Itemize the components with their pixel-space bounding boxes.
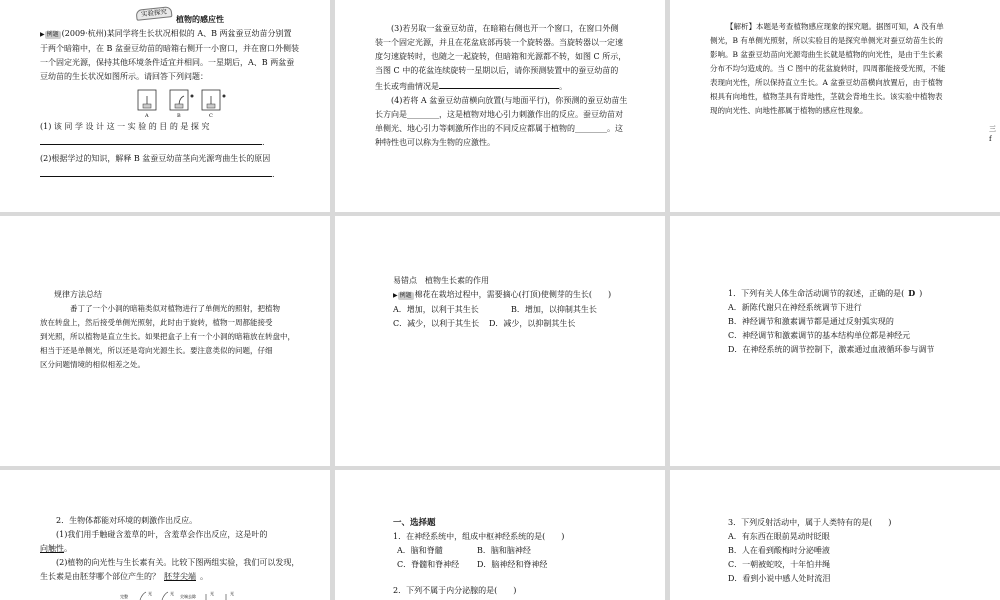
answer-blank-2[interactable] bbox=[40, 166, 272, 177]
question-line: 豆幼苗的生长状况如图所示。请回答下列问题： bbox=[40, 72, 208, 81]
slide-title: 植物的感应性 bbox=[176, 14, 224, 24]
light-label-3: 光 bbox=[210, 591, 214, 596]
question-line: (2009·杭州)某同学将生长状况相似的 A、B 两盆蚕豆幼苗分别置 bbox=[61, 29, 292, 38]
option-b[interactable]: B．增加，以抑制其生长 bbox=[511, 305, 597, 314]
option-b[interactable]: B．人在看到酸梅时分泌唾液 bbox=[728, 546, 830, 555]
ex-marker-icon: ▶ bbox=[40, 31, 45, 38]
light-b bbox=[191, 95, 194, 98]
question-body bbox=[40, 514, 310, 584]
method-body bbox=[40, 302, 302, 372]
analysis-line: 侧光，B 有单侧光照射，所以实验目的是探究单侧光对蚕豆幼苗生长的 bbox=[710, 36, 943, 45]
answer-text: 向触性 bbox=[40, 544, 64, 553]
period: . bbox=[262, 138, 265, 147]
question-text: 棉花在栽培过程中，需要摘心(打顶)使侧芽的生长( ) bbox=[414, 290, 612, 299]
question-line: (3)若另取一盆蚕豆幼苗，在暗箱右侧也开一个窗口，在窗口外侧 bbox=[391, 24, 619, 33]
light-label-1: 光 bbox=[148, 591, 152, 596]
slide-8[interactable] bbox=[335, 470, 665, 600]
slide-9[interactable] bbox=[670, 470, 1000, 600]
edge-char: 三 bbox=[989, 125, 996, 133]
period: 。 bbox=[200, 572, 208, 581]
coleoptile-figure bbox=[118, 590, 248, 600]
method-heading: 规律方法总结 bbox=[54, 290, 102, 299]
answer-text: D bbox=[908, 288, 916, 298]
light-label-4: 光 bbox=[230, 591, 234, 596]
analysis-body bbox=[710, 20, 970, 118]
section-heading: 一、选择题 bbox=[393, 518, 436, 528]
example-label: 例题 bbox=[399, 292, 412, 299]
fig-label-a: A bbox=[145, 113, 149, 118]
fig-label-tipless: 尖端去除 bbox=[180, 594, 196, 599]
answer-text: 胚芽尖端 bbox=[164, 572, 196, 581]
method-line: 番丁了一个小洞的暗箱类似对植物进行了单侧光的照射，把植物 bbox=[70, 304, 280, 313]
tag-label: 实验探究 bbox=[136, 6, 173, 21]
edge-text bbox=[989, 124, 996, 144]
option-b[interactable]: B．神经调节和激素调节都是通过反射弧实现的 bbox=[728, 317, 894, 326]
light-label-2: 光 bbox=[170, 591, 174, 596]
analysis-line: 表现向光性，所以保持直立生长。A 盆蚕豆幼苗横向放置后，由于植物 bbox=[710, 78, 943, 87]
analysis-line: 【解析】本题是考查植物感应现象的探究题。据图可知，A 没有单 bbox=[726, 22, 944, 31]
question-text: 3．下列反射活动中，属于人类特有的是( ) bbox=[728, 518, 892, 527]
option-c[interactable]: C．神经调节和激素调节的基本结构单位都是神经元 bbox=[728, 331, 911, 340]
question-line: (1)我们用手触碰含羞草的叶，含羞草会作出反应，这是叶的 bbox=[56, 530, 268, 539]
method-line: 区分问题情境的相似相差之处。 bbox=[40, 360, 145, 369]
analysis-line: 影响。B 盆蚕豆幼苗向光源弯曲生长就是植物的向光性，是由于生长素 bbox=[710, 50, 943, 59]
error-point-heading: 易错点 植物生长素的作用 bbox=[393, 276, 489, 285]
question-line: 度匀速旋转时，也随之一起旋转，但暗箱和光源都不转，如图 C 所示， bbox=[375, 52, 627, 61]
sub-questions bbox=[40, 120, 308, 182]
question-body bbox=[40, 27, 308, 84]
option-c[interactable]: C．减少，以利于其生长 bbox=[393, 319, 480, 328]
question-end: ) bbox=[919, 289, 923, 298]
option-b[interactable]: B．脑和脑神经 bbox=[477, 546, 531, 555]
option-d[interactable]: D．在神经系统的调节控制下，激素通过血液循环参与调节 bbox=[728, 345, 935, 354]
question-line: 2．生物体都能对环境的刺激作出反应。 bbox=[56, 516, 198, 525]
edge-char: f bbox=[989, 135, 992, 143]
pot-b bbox=[175, 104, 183, 108]
option-d[interactable]: D．脑神经和脊神经 bbox=[477, 560, 548, 569]
pot-c bbox=[207, 104, 215, 108]
sprout-2 bbox=[162, 592, 168, 600]
question-body bbox=[728, 286, 988, 357]
option-a[interactable]: A．增加，以利于其生长 bbox=[393, 305, 479, 314]
period: 。 bbox=[64, 544, 72, 553]
sprout-1 bbox=[140, 592, 146, 600]
option-c[interactable]: C．一朝被蛇咬，十年怕井绳 bbox=[728, 560, 831, 569]
question-line: (4)若将 A 盆蚕豆幼苗横向放置(与地面平行)，你预测的蚕豆幼苗生 bbox=[391, 96, 628, 105]
question-line: 单侧光、地心引力等刺激所作出的不同反应都属于植物的________。这 bbox=[375, 124, 623, 133]
question-line: 于两个暗箱中，在 B 盆蚕豆幼苗的暗箱右侧开一小窗口，并在窗口外侧装 bbox=[40, 44, 299, 53]
method-line: 到光照，所以植物是直立生长。如果把盒子上有一个小洞的暗箱放在转盘中， bbox=[40, 332, 295, 341]
method-line: 放在转盘上，然后接受单侧光照射，此时由于旋转，植物一周都能接受 bbox=[40, 318, 273, 327]
question-line: 一个固定光源，保持其他环境条件适宜并相同。一星期后，A、B 两盆蚕 bbox=[40, 58, 295, 67]
fig-label-b: B bbox=[177, 113, 181, 118]
question-text: 2．下列不属于内分泌腺的是( ) bbox=[393, 586, 517, 595]
period: . bbox=[272, 170, 275, 179]
question-body bbox=[393, 530, 653, 598]
question-line: 当图 C 中的花盆连续旋转一星期以后，请你预测装置中的蚕豆幼苗的 bbox=[375, 66, 619, 75]
answer-blank-3[interactable] bbox=[439, 78, 559, 89]
slide-7[interactable] bbox=[0, 470, 330, 600]
sub-question-2: (2)根据学过的知识，解释 B 盆蚕豆幼苗茎向光源弯曲生长的原因 bbox=[40, 154, 271, 163]
answer-blank-1[interactable] bbox=[40, 134, 262, 145]
question-text: 1．下列有关人体生命活动调节的叙述，正确的是( bbox=[728, 289, 905, 298]
analysis-line: 分布不均匀造成的。当 C 图中的花盆旋转时，四周都能接受光照，不能 bbox=[710, 64, 946, 73]
slide-1[interactable] bbox=[0, 0, 330, 212]
slide-6[interactable] bbox=[670, 216, 1000, 466]
ex-marker-icon: ▶ bbox=[393, 292, 398, 299]
question-line: 生长或弯曲情况是 bbox=[375, 82, 439, 91]
seedling-figure bbox=[136, 88, 226, 118]
analysis-line: 现的向光性、向地性都属于植物的感应性现象。 bbox=[710, 106, 868, 115]
question-line: 长方向是________，这是植物对地心引力刺激作出的反应。蚕豆幼苗对 bbox=[375, 110, 623, 119]
option-d[interactable]: D．减少，以抑制其生长 bbox=[489, 319, 576, 328]
option-a[interactable]: A．新陈代谢只在神经系统调节下进行 bbox=[728, 303, 862, 312]
question-line: 装一个固定光源，并且在花盆底部再装一个旋转器。当旋转器以一定速 bbox=[375, 38, 623, 47]
pot-a bbox=[143, 104, 151, 108]
analysis-line: 根具有向地性，植物茎具有背地性，茎就会背地生长。该实验中植物表 bbox=[710, 92, 943, 101]
slide-4[interactable] bbox=[0, 216, 330, 466]
option-a[interactable]: A．有东西在眼前晃动时眨眼 bbox=[728, 532, 830, 541]
question-body bbox=[728, 516, 988, 586]
option-d[interactable]: D．看到小说中感人处时流泪 bbox=[728, 574, 831, 583]
light-c bbox=[223, 95, 226, 98]
question-line: (2)植物的向光性与生长素有关。比较下图两组实验，我们可以发现， bbox=[56, 558, 300, 567]
slide-2[interactable] bbox=[335, 0, 665, 212]
question-body bbox=[393, 288, 653, 331]
method-line: 相当于还是单侧光，所以还是弯向光源生长。要注意类似的问题，仔细 bbox=[40, 346, 273, 355]
question-line: 生长素是由胚芽哪个部位产生的？ bbox=[40, 572, 160, 581]
option-c[interactable]: C．脊髓和脊神经 bbox=[397, 560, 460, 569]
slide-3[interactable] bbox=[670, 0, 1000, 212]
section-tag bbox=[136, 6, 172, 20]
question-line: 种特性也可以称为生物的应激性。 bbox=[375, 138, 495, 147]
option-a[interactable]: A．脑和脊髓 bbox=[397, 546, 443, 555]
sub-question-1: (1) 该 同 学 设 计 这 一 实 验 的 目 的 是 探 究 bbox=[40, 122, 210, 131]
slide-5[interactable] bbox=[335, 216, 665, 466]
fig-label-intact: 完整 bbox=[120, 594, 128, 599]
question-body: (3)若另取一盆蚕豆幼苗，在暗箱右侧也开一个窗口，在窗口外侧 装一个固定光源，并且在花盆底部再装一个旋转器。当旋转器以一定速 度匀速旋转时，也随之一起旋转，但暗箱和光源都不转，如图 C 所示， 当图 C 中的花盆连续旋转一星期以后，请你预测装置中的蚕豆幼苗的 生长或弯曲情况是 。 (4)若将 A 盆蚕豆幼苗横向放置(与地面平行)，你预测的蚕豆幼苗生 长方向是________，这是植物对地心引力刺激作出的反应。蚕豆幼苗对 单侧光、地心引力等刺激所作出的不同反应都属于植物的________。这 种特性也可以称为生物的应激性。 bbox=[375, 22, 637, 150]
question-text: 1．在神经系统中，组成中枢神经系统的是( ) bbox=[393, 532, 565, 541]
example-label: 例题 bbox=[46, 31, 59, 38]
fig-label-c: C bbox=[209, 113, 213, 118]
